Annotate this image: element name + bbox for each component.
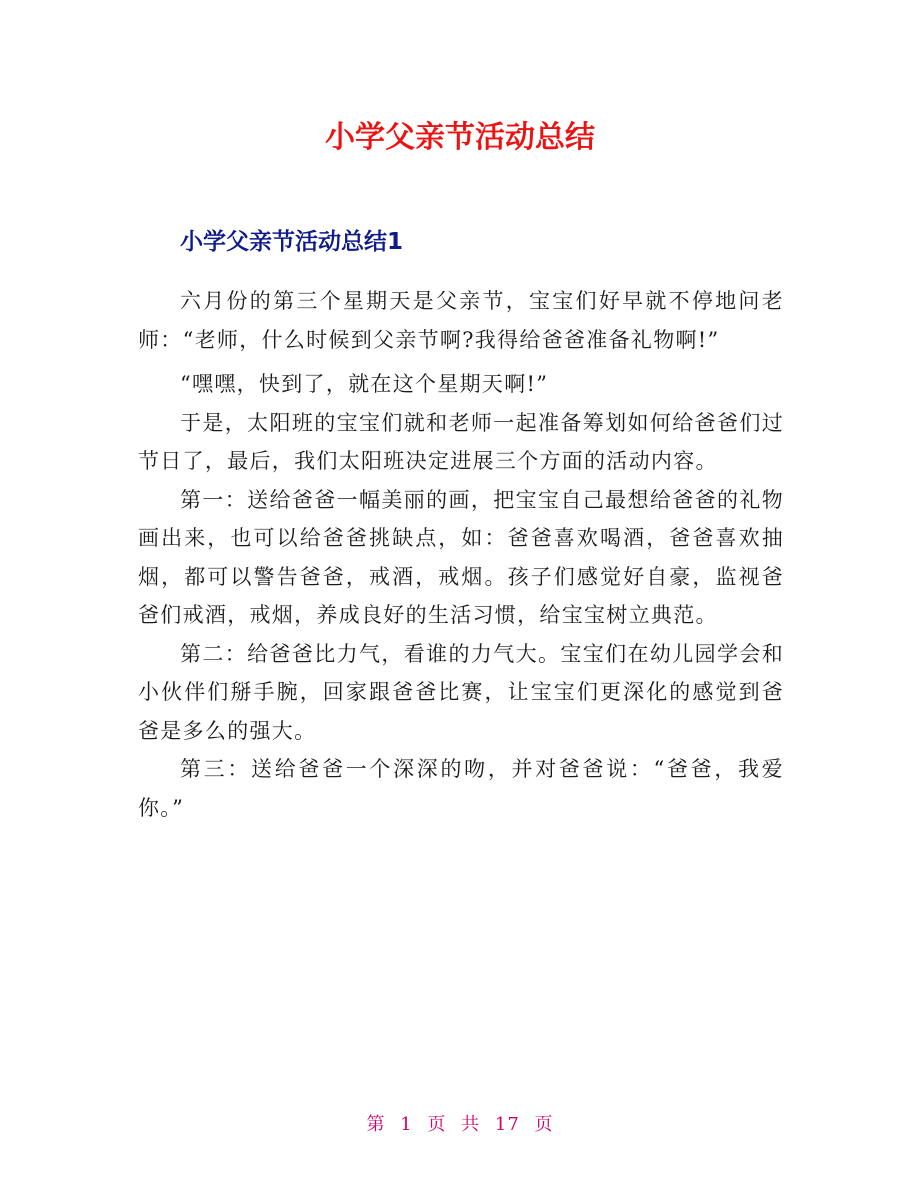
document-body	[138, 282, 784, 827]
document-title: 小学父亲节活动总结	[325, 120, 595, 155]
paragraph-activity-one: 第一：送给爸爸一幅美丽的画，把宝宝自己最想给爸爸的礼物画出来，也可以给爸爸挑缺点，如：爸爸喜欢喝酒，爸爸喜欢抽烟，都可以警告爸爸，戒酒，戒烟。孩子们感觉好自豪，监视爸爸们戒酒，戒烟，养成良好的生活习惯，给宝宝树立典范。	[138, 487, 784, 627]
paragraph-activity-two: 第二：给爸爸比力气，看谁的力气大。宝宝们在幼儿园学会和小伙伴们掰手腕，回家跟爸爸比赛，让宝宝们更深化的感觉到爸爸是多么的强大。	[138, 641, 784, 743]
page-footer	[0, 1112, 920, 1138]
paragraph-activity-three: 第三：送给爸爸一个深深的吻，并对爸爸说：“爸爸，我爱你。”	[138, 757, 784, 820]
paragraph-intro: 六月份的第三个星期天是父亲节，宝宝们好早就不停地问老师：“老师，什么时候到父亲节啊?我得给爸爸准备礼物啊!”	[138, 289, 784, 352]
paragraph-plan: 于是，太阳班的宝宝们就和老师一起准备筹划如何给爸爸们过节日了，最后，我们太阳班决定进展三个方面的活动内容。	[138, 410, 784, 473]
footer-total-label: 页	[534, 1114, 554, 1135]
footer-prefix: 第	[366, 1114, 386, 1135]
section-heading: 小学父亲节活动总结1	[180, 229, 404, 255]
footer-page-label: 页	[427, 1114, 447, 1135]
paragraph-quote: “嘿嘿，快到了，就在这个星期天啊!”	[180, 372, 549, 396]
footer-page-number: 1	[400, 1114, 413, 1135]
footer-total-pages: 17	[494, 1114, 520, 1135]
footer-total-prefix: 共	[461, 1114, 481, 1135]
